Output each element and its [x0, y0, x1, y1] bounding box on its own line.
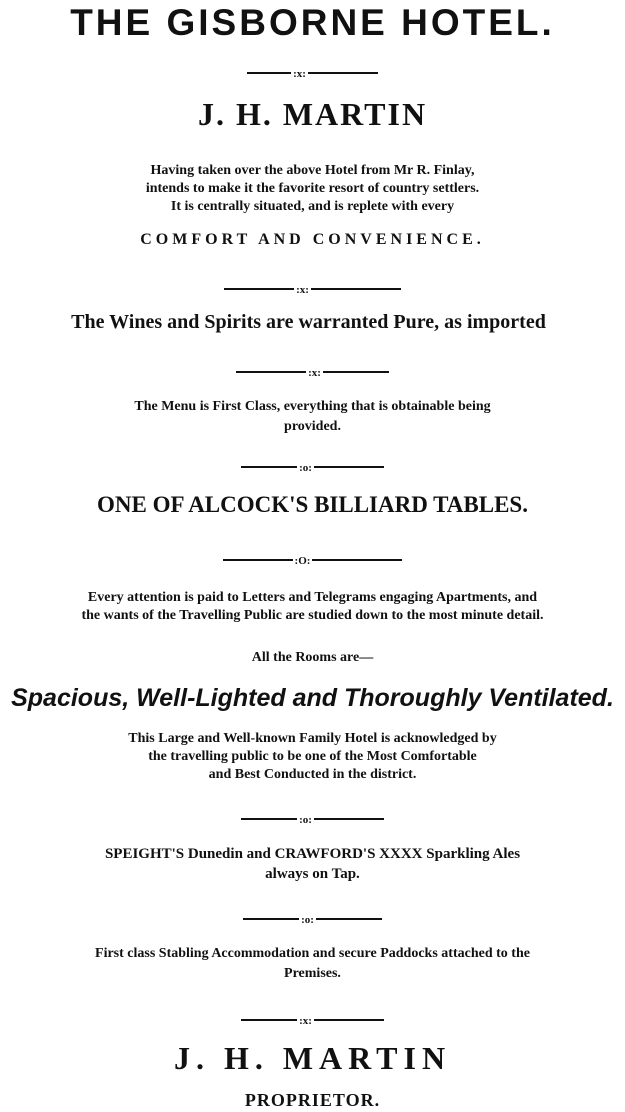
menu-line-2: provided.	[284, 419, 341, 434]
owner-name: J. H. MARTIN	[197, 96, 428, 132]
attention-line-1: Every attention is paid to Letters and Telegrams engaging Apartments, and	[87, 590, 538, 605]
rooms-intro: All the Rooms are—	[251, 650, 374, 665]
separator: :o:	[0, 910, 625, 928]
hotel-title: THE GISBORNE HOTEL.	[70, 2, 555, 43]
menu-line-1: The Menu is First Class, everything that is obtainable being	[134, 399, 491, 414]
intro-line-1: Having taken over the above Hotel from Mr R. Finlay,	[150, 163, 475, 178]
intro-line-2: intends to make it the favorite resort of country settlers.	[145, 181, 480, 196]
ales-line-1: SPEIGHT'S Dunedin and CRAWFORD'S XXXX Sparkling Ales	[104, 846, 521, 862]
footer-owner-name: J. H. MARTIN	[173, 1040, 452, 1076]
separator: :x:	[0, 363, 625, 381]
attention-line-2: the wants of the Travelling Public are studied down to the most minute detail.	[81, 608, 544, 623]
stabling-line-1: First class Stabling Accommodation and secure Paddocks attached to the	[95, 946, 530, 961]
family-line-3: and Best Conducted in the district.	[208, 767, 417, 782]
separator: :o:	[0, 458, 625, 476]
separator: :O:	[0, 551, 625, 569]
ales-line-2: always on Tap.	[265, 866, 360, 882]
family-line-2: the travelling public to be one of the Most Comfortable	[148, 749, 477, 764]
billiards-line: ONE OF ALCOCK'S BILLIARD TABLES.	[97, 492, 528, 517]
separator: :x:	[0, 1011, 625, 1029]
stabling-line-2: Premises.	[284, 966, 341, 981]
rooms-line: Spacious, Well-Lighted and Thoroughly Ventilated.	[11, 684, 614, 712]
comfort-heading: COMFORT AND CONVENIENCE.	[140, 231, 485, 248]
separator: :x:	[0, 64, 625, 82]
wines-line: The Wines and Spirits are warranted Pure, as imported	[71, 311, 546, 333]
separator: :o:	[0, 810, 625, 828]
separator: :x:	[0, 280, 625, 298]
intro-line-3: It is centrally situated, and is replete with every	[170, 199, 455, 214]
family-line-1: This Large and Well-known Family Hotel is acknowledged by	[128, 731, 497, 746]
footer-proprietor: PROPRIETOR.	[244, 1090, 381, 1110]
